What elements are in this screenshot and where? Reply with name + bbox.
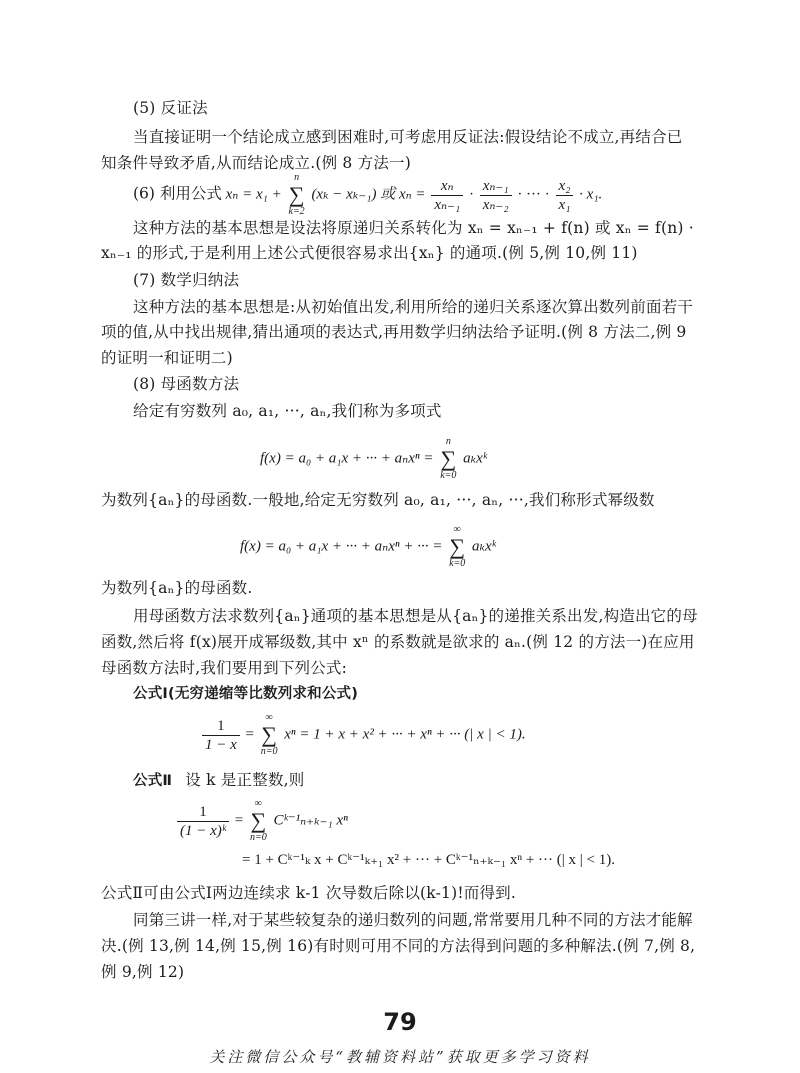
heading-generating-function: (8) 母函数方法 [133,375,240,393]
formula-part: = [245,726,254,743]
summation-symbol: ∞ ∑ k=0 [449,524,466,569]
formula-part: aₖxᵏ [472,538,496,555]
paragraph-line: 为数列{aₙ}的母函数. [101,579,253,597]
paragraph-line: 决.(例 13,例 14,例 15,例 16)有时则可用不同的方法得到问题的多种解法.(例 7,例 8, [101,937,696,955]
formula-2-condition: 设 k 是正整数,则 [185,771,305,789]
heading-formula-method: (6) 利用公式 [133,184,222,203]
summation-symbol: n ∑ k=0 [440,436,457,481]
fraction: $\frac{\text{xₙ}}{\text{xₙ₋₁}}$ [431,177,463,214]
formula-part: xₙ = x₁ + [225,186,282,203]
formula-1-title: 公式Ⅰ(无穷递缩等比数列求和公式) [133,686,359,702]
summation-symbol: ∞ ∑ n=0 [249,798,267,843]
formula-part: aₖxᵏ [463,450,488,467]
formula-part: · x₁. [579,186,603,203]
heading-contradiction: (5) 反证法 [133,99,208,117]
formula-polynomial [260,436,487,482]
formula-2-title: 公式Ⅱ [133,773,173,789]
formula-part: Cᵏ⁻¹ₙ₊ₖ₋₁ xⁿ [273,812,348,829]
formula-part: · ··· · [517,186,550,203]
paragraph-line: xₙ₋₁ 的形式,于是利用上述公式便很容易求出{xₙ} 的通项.(例 5,例 10,例 11) [101,244,638,262]
formula-power-series [240,524,496,570]
formula-1 [200,712,526,758]
paragraph-line: 当直接证明一个结论成立感到困难时,可考虑用反证法:假设结论不成立,再结合已 [133,128,683,146]
formula-part: (xₖ − xₖ₋₁) 或 xₙ = [311,186,426,203]
fraction: $\frac{1}{1 - x}$ [202,717,240,754]
paragraph-line: 项的值,从中找出规律,猜出通项的表达式,再用数学归纳法给予证明.(例 8 方法二,例 9 [101,323,687,341]
summation-symbol: ∞ ∑ n=0 [260,712,278,757]
formula-2 [175,798,348,844]
paragraph-line: 用母函数方法求数列{aₙ}通项的基本思想是从{aₙ}的递推关系出发,构造出它的母 [133,607,698,625]
paragraph-line: 的证明一和证明二) [101,349,233,367]
page-number: 79 [383,1008,417,1036]
paragraph-line: 这种方法的基本思想是设法将原递归关系转化为 xₙ = xₙ₋₁ + f(n) 或 xₙ = f(n) · [133,219,694,237]
paragraph-line: 给定有穷数列 a₀, a₁, ···, aₙ,我们称为多项式 [133,402,442,420]
formula-2-expansion: = 1 + Cᵏ⁻¹ₖ x + Cᵏ⁻¹ₖ₊₁ x² + ··· + Cᵏ⁻¹ₙ₊ₖ₋₁ xⁿ + ··· (| x | < 1). [242,852,615,868]
paragraph-line: 知条件导致矛盾,从而结论成立.(例 8 方法一) [101,154,411,172]
paragraph-line: 函数,然后将 f(x)展开成幂级数,其中 xⁿ 的系数就是欲求的 aₙ.(例 12 的方法一)在应用 [101,633,695,651]
heading-induction: (7) 数学归纳法 [133,271,240,289]
formula-method-6: (6) 利用公式 xₙ = x₁ + n ∑ k=2 (xₖ − xₖ₋₁) 或 xₙ = $\frac{\text{xₙ}}{\text{xₙ₋₁}}$ · $\frac{\text{xₙ₋₁}}{\text{xₙ₋₂}}$ · ··· · $\frac{\text{x₂}}{\text{x₁}}$ · x₁. [133,172,603,217]
paragraph-line: 同第三讲一样,对于某些较复杂的递归数列的问题,常常要用几种不同的方法才能解 [133,911,693,929]
formula-part: = [234,812,244,829]
formula-part: xⁿ = 1 + x + x² + ··· + xⁿ + ··· (| x | < 1). [284,726,526,743]
paragraph-line: 母函数方法时,我们要用到下列公式: [101,659,348,677]
summation-symbol: n ∑ k=2 [288,172,305,217]
fraction: $\frac{\text{x₂}}{\text{x₁}}$ [556,177,574,214]
formula-2-intro [133,770,304,791]
footer-watermark: 关注微信公众号“教辅资料站”获取更多学习资料 [209,1048,591,1066]
paragraph-line: 这种方法的基本思想是:从初始值出发,利用所给的递归关系逐次算出数列前面若干 [133,298,694,316]
fraction: $\frac{\text{xₙ₋₁}}{\text{xₙ₋₂}}$ [480,177,512,214]
paragraph-line: 例 9,例 12) [101,963,185,981]
paragraph-line: 公式Ⅱ可由公式Ⅰ两边连续求 k-1 次导数后除以(k-1)!而得到. [101,884,517,902]
paragraph-line: 为数列{aₙ}的母函数.一般地,给定无穷数列 a₀, a₁, ···, aₙ, ···,我们称形式幂级数 [101,491,655,509]
formula-part: f(x) = a₀ + a₁x + ··· + aₙxⁿ + ··· = [240,538,443,555]
formula-part: f(x) = a₀ + a₁x + ··· + aₙxⁿ = [260,450,434,467]
fraction: $\frac{1}{\text{(1 − x)ᵏ}}$ [177,803,229,840]
